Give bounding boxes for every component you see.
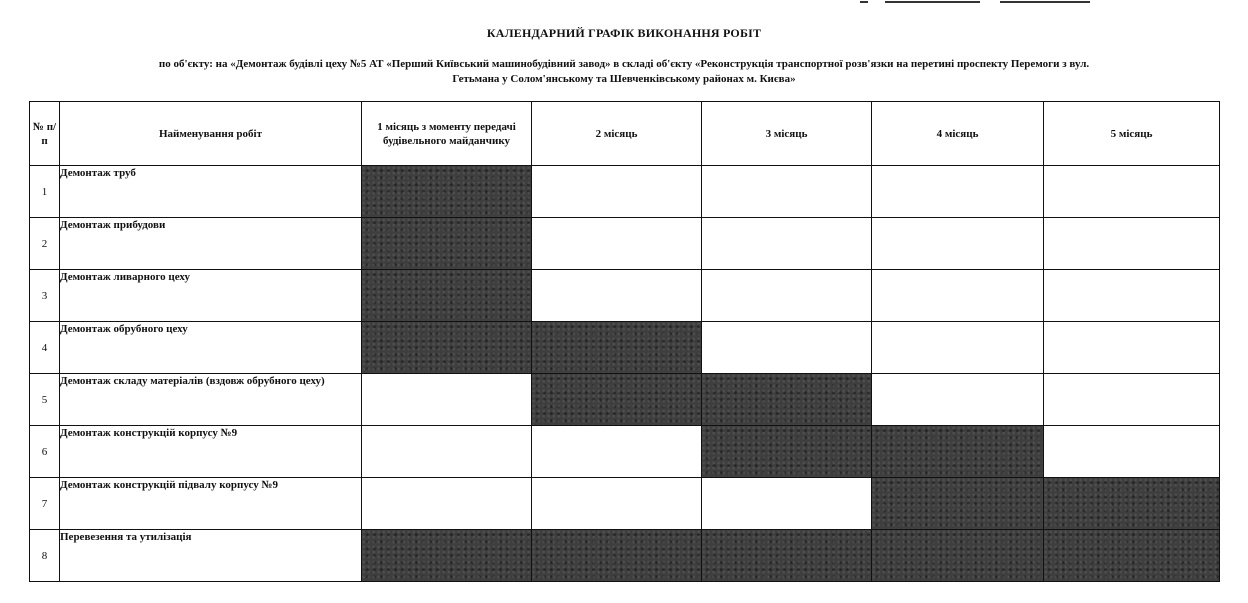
schedule-cell	[1044, 322, 1220, 374]
header-month-3: 3 місяць	[702, 102, 872, 166]
schedule-cell	[1044, 426, 1220, 478]
table-row	[30, 322, 1220, 374]
row-work-name: Демонтаж складу матеріалів (вздовж обрубного цеху)	[60, 374, 362, 426]
row-number: 7	[30, 478, 60, 530]
schedule-cell	[532, 166, 702, 218]
schedule-cell	[872, 270, 1044, 322]
schedule-cell	[1044, 218, 1220, 270]
row-number: 1	[30, 166, 60, 218]
schedule-cell	[872, 166, 1044, 218]
schedule-cell-active	[362, 218, 532, 270]
table-row	[30, 374, 1220, 426]
schedule-cell-active	[1044, 530, 1220, 582]
schedule-cell	[872, 218, 1044, 270]
subtitle-line-2: Гетьмана у Солом'янському та Шевченківському районах м. Києва»	[452, 73, 796, 85]
schedule-cell-active	[702, 374, 872, 426]
schedule-cell-active	[1044, 478, 1220, 530]
table-row	[30, 270, 1220, 322]
row-number: 4	[30, 322, 60, 374]
schedule-cell-active	[362, 166, 532, 218]
schedule-cell	[702, 478, 872, 530]
schedule-cell-active	[532, 530, 702, 582]
schedule-cell	[1044, 270, 1220, 322]
schedule-cell	[872, 322, 1044, 374]
header-name: Найменування робіт	[60, 102, 362, 166]
schedule-cell-active	[872, 530, 1044, 582]
schedule-cell	[532, 218, 702, 270]
document-title: КАЛЕНДАРНИЙ ГРАФІК ВИКОНАННЯ РОБІТ	[486, 26, 762, 40]
subtitle-line-1: по об'єкту: на «Демонтаж будівлі цеху №5 АТ «Перший Київський машинобудівний завод» в складі об'єкту «Реконструкція транспортної розв'язки на перетині проспекту Перемоги з вул.	[158, 58, 1090, 70]
schedule-cell	[362, 478, 532, 530]
row-work-name: Демонтаж конструкцій корпусу №9	[60, 426, 362, 478]
schedule-cell	[532, 270, 702, 322]
row-work-name: Демонтаж труб	[60, 166, 362, 218]
header-month-2: 2 місяць	[532, 102, 702, 166]
schedule-cell	[1044, 374, 1220, 426]
table-row	[30, 478, 1220, 530]
schedule-cell-active	[532, 322, 702, 374]
schedule-cell	[702, 322, 872, 374]
schedule-cell	[362, 374, 532, 426]
schedule-cell-active	[362, 270, 532, 322]
schedule-cell	[362, 426, 532, 478]
schedule-cell	[702, 166, 872, 218]
row-work-name: Демонтаж конструкцій підвалу корпусу №9	[60, 478, 362, 530]
schedule-cell	[702, 218, 872, 270]
header-row	[30, 102, 1220, 166]
row-work-name: Демонтаж прибудови	[60, 218, 362, 270]
row-work-name: Демонтаж ливарного цеху	[60, 270, 362, 322]
top-scan-marks	[850, 0, 1110, 6]
row-number: 6	[30, 426, 60, 478]
schedule-cell-active	[362, 322, 532, 374]
row-number: 5	[30, 374, 60, 426]
schedule-cell-active	[702, 426, 872, 478]
table-row	[30, 530, 1220, 582]
schedule-cell-active	[702, 530, 872, 582]
schedule-cell	[532, 478, 702, 530]
header-number: № п/п	[30, 102, 60, 166]
header-month-5: 5 місяць	[1044, 102, 1220, 166]
table-row	[30, 166, 1220, 218]
schedule-cell	[702, 270, 872, 322]
header-month-4: 4 місяць	[872, 102, 1044, 166]
schedule-table	[29, 101, 1220, 582]
schedule-cell	[532, 426, 702, 478]
document-subtitle	[40, 57, 1208, 87]
row-number: 8	[30, 530, 60, 582]
row-number: 3	[30, 270, 60, 322]
row-work-name: Демонтаж обрубного цеху	[60, 322, 362, 374]
header-month-1: 1 місяць з моменту передачі будівельного майданчику	[362, 102, 532, 166]
table-row	[30, 426, 1220, 478]
table-row	[30, 218, 1220, 270]
schedule-cell-active	[872, 426, 1044, 478]
schedule-cell-active	[872, 478, 1044, 530]
schedule-cell	[872, 374, 1044, 426]
row-number: 2	[30, 218, 60, 270]
row-work-name: Перевезення та утилізація	[60, 530, 362, 582]
schedule-cell-active	[362, 530, 532, 582]
schedule-cell	[1044, 166, 1220, 218]
schedule-cell-active	[532, 374, 702, 426]
